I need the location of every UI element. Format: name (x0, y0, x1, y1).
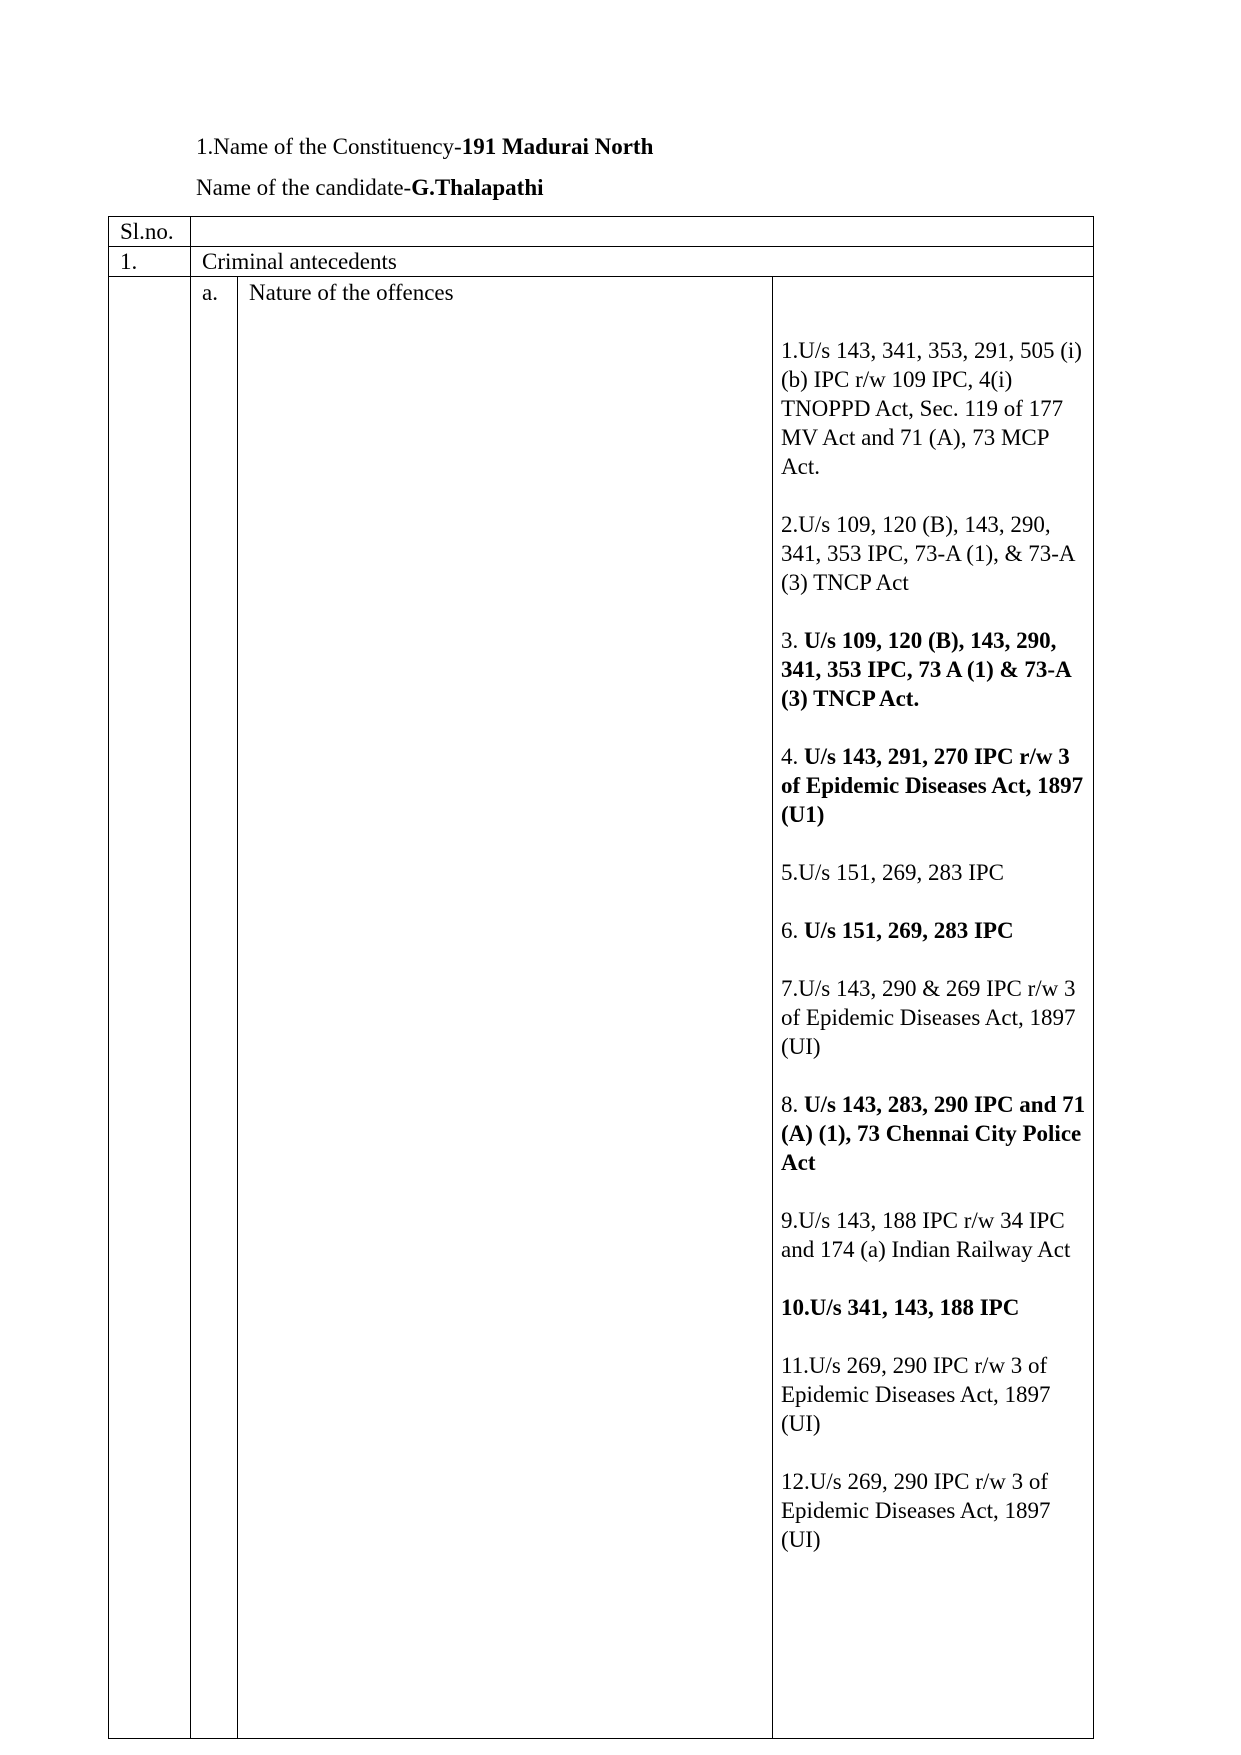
table-col-divider-2 (237, 276, 238, 1739)
offence-item (781, 858, 1091, 887)
candidate-value: G.Thalapathi (411, 175, 544, 200)
offence-text: 6. (781, 918, 804, 943)
table-col-divider-3 (772, 276, 773, 1739)
offences-list (781, 336, 1091, 1583)
row-title: Criminal antecedents (202, 249, 397, 274)
sub-row-letter: a. (202, 280, 218, 305)
offence-item (781, 626, 1091, 713)
constituency-value: 191 Madurai North (461, 134, 654, 159)
constituency-line (196, 133, 653, 161)
table-border-top (108, 216, 1093, 217)
constituency-label: 1.Name of the Constituency- (196, 134, 462, 159)
offence-text: 3. (781, 628, 804, 653)
offence-item (781, 742, 1091, 829)
offence-text: 5.U/s 151, 269, 283 IPC (781, 860, 1004, 885)
offence-item (781, 1206, 1091, 1264)
candidate-label: Name of the candidate- (196, 175, 412, 200)
row-number: 1. (120, 249, 138, 274)
table-rule-2 (108, 276, 1093, 277)
offence-text: 8. (781, 1092, 804, 1117)
table-border-bottom (108, 1738, 1093, 1739)
offence-item (781, 510, 1091, 597)
offence-item (781, 916, 1091, 945)
offence-text: 12.U/s 269, 290 IPC r/w 3 of Epidemic Diseases Act, 1897 (UI) (781, 1469, 1051, 1552)
table-rule-1 (108, 246, 1093, 247)
offence-text-bold: U/s 151, 269, 283 IPC (804, 918, 1014, 943)
table-border-left (108, 216, 109, 1739)
offence-item (781, 1467, 1091, 1554)
offence-text: 7.U/s 143, 290 & 269 IPC r/w 3 of Epidemic Diseases Act, 1897 (UI) (781, 976, 1076, 1059)
offence-item (781, 1351, 1091, 1438)
table-col-divider-1 (190, 216, 191, 1739)
offence-text-bold: U/s 143, 291, 270 IPC r/w 3 of Epidemic Diseases Act, 1897 (U1) (781, 744, 1084, 827)
offence-text: 2.U/s 109, 120 (B), 143, 290, 341, 353 IPC, 73-A (1), & 73-A (3) TNCP Act (781, 512, 1075, 595)
table-border-right (1093, 216, 1094, 1739)
offence-text-bold: U/s 143, 283, 290 IPC and 71 (A) (1), 73 Chennai City Police Act (781, 1092, 1086, 1175)
offence-text: 1.U/s 143, 341, 353, 291, 505 (i) (b) IPC r/w 109 IPC, 4(i) TNOPPD Act, Sec. 119 of 177 MV Act and 71 (A), 73 MCP Act. (781, 338, 1082, 479)
candidate-line (196, 174, 544, 202)
offence-item (781, 336, 1091, 481)
offence-text-bold: U/s 109, 120 (B), 143, 290, 341, 353 IPC, 73 A (1) & 73-A (3) TNCP Act. (781, 628, 1071, 711)
offence-item (781, 1293, 1091, 1322)
offence-text: 4. (781, 744, 804, 769)
sub-row-label: Nature of the offences (249, 280, 454, 305)
offence-text-bold: 10.U/s 341, 143, 188 IPC (781, 1295, 1020, 1320)
offence-item (781, 974, 1091, 1061)
offence-text: 11.U/s 269, 290 IPC r/w 3 of Epidemic Diseases Act, 1897 (UI) (781, 1353, 1051, 1436)
sl-no-header: Sl.no. (120, 219, 174, 244)
offence-item (781, 1090, 1091, 1177)
offence-text: 9.U/s 143, 188 IPC r/w 34 IPC and 174 (a) Indian Railway Act (781, 1208, 1071, 1262)
